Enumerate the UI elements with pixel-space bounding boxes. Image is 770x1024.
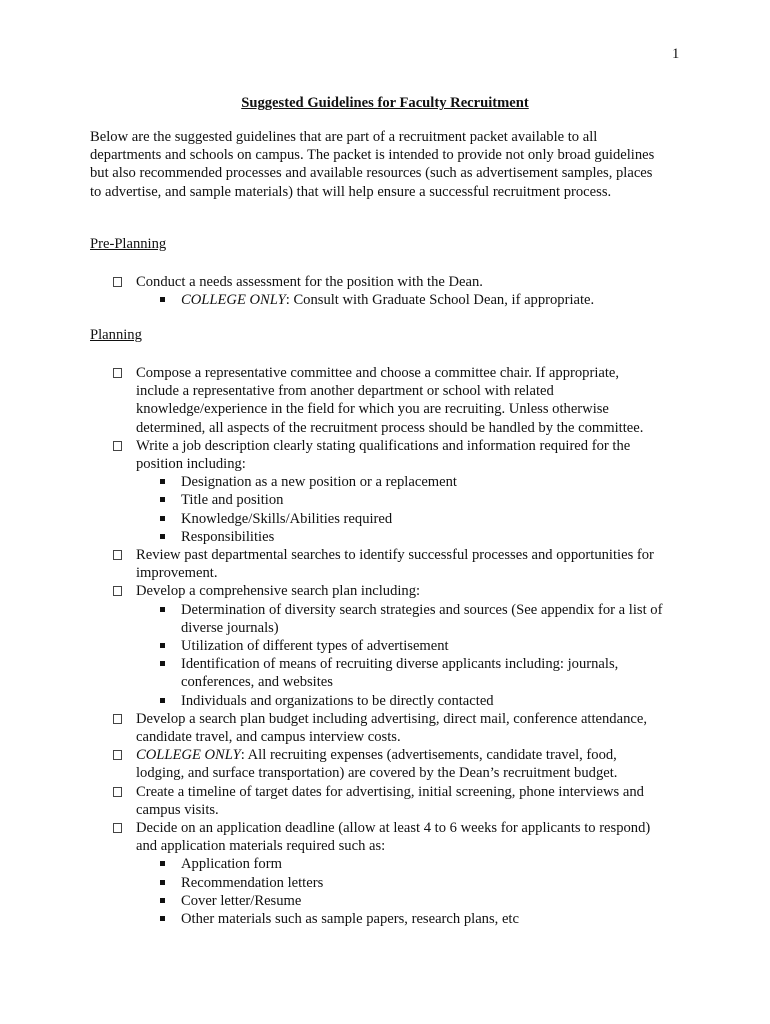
section-heading-planning: Planning	[90, 327, 142, 343]
sub-item-line: Other materials such as sample papers, research plans, etc	[181, 911, 519, 928]
checklist-item	[90, 746, 690, 782]
sub-bullet-item	[90, 601, 690, 637]
checkbox-icon	[113, 586, 122, 596]
checklist-item	[90, 364, 690, 437]
sub-item-line: conferences, and websites	[181, 674, 333, 691]
checklist-item	[90, 546, 690, 582]
item-line	[136, 419, 690, 437]
item-line	[136, 382, 690, 400]
item-line	[136, 837, 690, 855]
item-text: : All recruiting expenses (advertisements, candidate travel, food,	[240, 747, 617, 764]
square-bullet-icon	[160, 861, 165, 866]
square-bullet-icon	[160, 297, 165, 302]
section-heading-pre-planning: Pre-Planning	[90, 236, 167, 252]
item-line	[136, 564, 690, 582]
square-bullet-icon	[160, 607, 165, 612]
sub-bullet-item	[90, 291, 690, 309]
square-bullet-icon	[160, 479, 165, 484]
sub-item-line: Identification of means of recruiting diverse applicants including: journals,	[181, 656, 619, 673]
page-title: Suggested Guidelines for Faculty Recruitment	[241, 95, 529, 111]
intro-line: Below are the suggested guidelines that are part of a recruitment packet available to all	[90, 129, 598, 145]
item-text: Develop a search plan budget including advertising, direct mail, conference attendance,	[136, 710, 647, 727]
item-text: candidate travel, and campus interview costs.	[136, 729, 401, 746]
item-line	[136, 582, 690, 600]
item-line	[136, 801, 690, 819]
sub-item-line: Recommendation letters	[181, 874, 324, 891]
sub-bullet-item	[90, 473, 690, 491]
item-line	[136, 746, 690, 764]
checklist-item	[90, 819, 690, 855]
sub-bullet-item	[90, 491, 690, 509]
checklist-item	[90, 582, 690, 600]
item-text: and application materials required such as:	[136, 838, 386, 855]
square-bullet-icon	[160, 534, 165, 539]
item-line	[136, 728, 690, 746]
item-text: Decide on an application deadline (allow at least 4 to 6 weeks for applicants to respond)	[136, 820, 651, 837]
college-only-label: COLLEGE ONLY	[136, 747, 241, 764]
item-text: Develop a comprehensive search plan including:	[136, 583, 421, 600]
square-bullet-icon	[160, 698, 165, 703]
sub-item-line: Designation as a new position or a replacement	[181, 474, 457, 491]
item-text: determined, all aspects of the recruitment process should be handled by the committee.	[136, 419, 644, 436]
item-text: Write a job description clearly stating qualifications and information required for the	[136, 437, 631, 454]
item-text: lodging, and surface transportation) are covered by the Dean’s recruitment budget.	[136, 765, 618, 782]
intro-paragraph	[90, 128, 690, 201]
sub-item-line: Utilization of different types of advertisement	[181, 638, 449, 655]
checkbox-icon	[113, 714, 122, 724]
sub-bullet-item	[90, 510, 690, 528]
sub-item-text: : Consult with Graduate School Dean, if appropriate.	[285, 292, 595, 309]
item-text: Compose a representative committee and choose a committee chair. If appropriate,	[136, 365, 620, 381]
sub-bullet-item	[90, 637, 690, 655]
sub-bullet-item	[90, 892, 690, 910]
item-text: Create a timeline of target dates for advertising, initial screening, phone interviews and	[136, 783, 644, 800]
item-text: improvement.	[136, 565, 218, 582]
checkbox-icon	[113, 550, 122, 560]
square-bullet-icon	[160, 898, 165, 903]
item-line	[136, 546, 690, 564]
item-line	[136, 455, 690, 473]
sub-item-line: Application form	[181, 856, 282, 873]
sub-item-line: Responsibilities	[181, 528, 275, 545]
sub-bullet-item	[90, 692, 690, 710]
square-bullet-icon	[160, 516, 165, 521]
sub-bullet-item	[90, 655, 690, 691]
intro-line: to advertise, and sample materials) that will help ensure a successful recruitment process.	[90, 183, 612, 200]
pre-planning-list	[90, 273, 690, 309]
square-bullet-icon	[160, 916, 165, 921]
sub-bullet-item	[90, 874, 690, 892]
item-text: knowledge/experience in the field for which you are recruiting. Unless otherwise	[136, 401, 609, 418]
square-bullet-icon	[160, 880, 165, 885]
item-line	[136, 819, 690, 837]
checklist-item	[90, 273, 690, 291]
square-bullet-icon	[160, 497, 165, 502]
checklist-item	[90, 783, 690, 819]
item-line	[136, 273, 690, 291]
item-line	[136, 710, 690, 728]
sub-item-line: Determination of diversity search strategies and sources (See appendix for a list of	[181, 601, 663, 618]
sub-bullet-item	[90, 855, 690, 873]
sub-bullet-item	[90, 910, 690, 928]
checkbox-icon	[113, 277, 122, 287]
checklist-item	[90, 710, 690, 746]
intro-line: but also recommended processes and available resources (such as advertisement samples, places	[90, 165, 653, 182]
sub-item-line: Knowledge/Skills/Abilities required	[181, 510, 393, 527]
checkbox-icon	[113, 441, 122, 451]
sub-item-line: diverse journals)	[181, 619, 279, 636]
page-number: 1	[672, 46, 680, 62]
item-line	[136, 400, 690, 418]
square-bullet-icon	[160, 643, 165, 648]
sub-bullet-item	[90, 528, 690, 546]
planning-list	[90, 364, 690, 928]
checkbox-icon	[113, 368, 122, 378]
checklist-item	[90, 437, 690, 473]
item-line	[136, 783, 690, 801]
item-text: position including:	[136, 456, 246, 473]
sub-item-line: Cover letter/Resume	[181, 892, 302, 909]
item-line	[136, 364, 690, 382]
item-text: campus visits.	[136, 801, 219, 818]
item-text: Review past departmental searches to identify successful processes and opportunities for	[136, 547, 654, 564]
sub-item-line: Title and position	[181, 492, 284, 509]
checkbox-icon	[113, 750, 122, 760]
checkbox-icon	[113, 823, 122, 833]
square-bullet-icon	[160, 661, 165, 666]
intro-line: departments and schools on campus. The packet is intended to provide not only broad guidelines	[90, 147, 655, 164]
item-line	[136, 437, 690, 455]
item-text: include a representative from another department or school with related	[136, 383, 554, 400]
sub-item-line	[181, 291, 690, 309]
checkbox-icon	[113, 787, 122, 797]
item-line	[136, 764, 690, 782]
sub-item-line: Individuals and organizations to be directly contacted	[181, 692, 494, 709]
college-only-label: COLLEGE ONLY	[181, 292, 286, 309]
item-text: Conduct a needs assessment for the position with the Dean.	[136, 274, 483, 290]
